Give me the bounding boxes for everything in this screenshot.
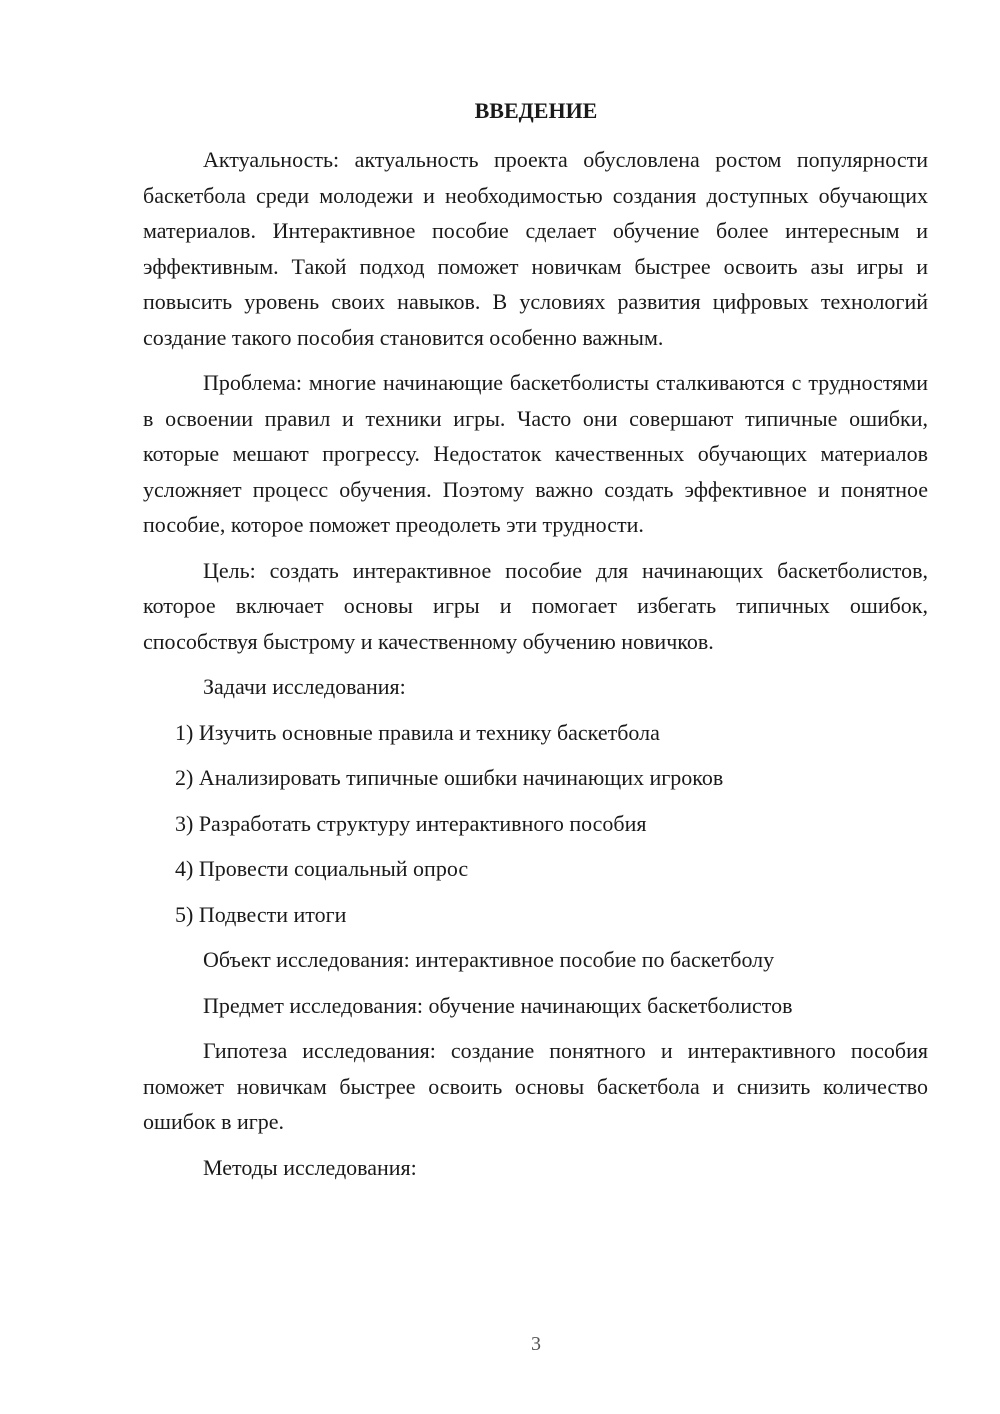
paragraph-problem: Проблема: многие начинающие баскетболисты сталкиваются с трудностями в освоении правил и техники игры. Часто они совершают типичные ошибки, которые мешают прогрессу. Недостаток качественных обучающих материалов усложняет процесс обучения. Поэтому важно создать эффективное и понятное пособие, которое поможет преодолеть эти трудности. bbox=[143, 370, 928, 537]
paragraph-hypothesis: Гипотеза исследования: создание понятного и интерактивного пособия поможет новичкам быстрее освоить основы баскетбола и снизить количество ошибок в игре. bbox=[143, 1038, 928, 1134]
page-number: 3 bbox=[531, 1333, 541, 1355]
paragraph-tasks-title: Задачи исследования: bbox=[203, 674, 406, 699]
list-item: 1) Изучить основные правила и технику баскетбола bbox=[175, 719, 660, 745]
list-item: 5) Подвести итоги bbox=[175, 901, 347, 927]
paragraph-subject: Предмет исследования: обучение начинающих баскетболистов bbox=[203, 992, 793, 1018]
tasks-list bbox=[143, 715, 928, 933]
paragraph-relevance: Актуальность: актуальность проекта обусловлена ростом популярности баскетбола среди молодежи и необходимостью создания доступных обучающих материалов. Интерактивное пособие сделает обучение более интересным и эффективным. Такой подход поможет новичкам быстрее освоить азы игры и повысить уровень своих навыков. В условиях развития цифровых технологий создание такого пособия становится особенно важным. bbox=[143, 147, 928, 350]
document-body bbox=[143, 142, 928, 1195]
list-item: 2) Анализировать типичные ошибки начинающих игроков bbox=[175, 765, 724, 790]
page-title: ВВЕДЕНИЕ bbox=[474, 98, 598, 123]
paragraph-object: Объект исследования: интерактивное пособие по баскетболу bbox=[203, 947, 775, 972]
paragraph-goal: Цель: создать интерактивное пособие для начинающих баскетболистов, которое включает основы игры и помогает избегать типичных ошибок, способствуя быстрому и качественному обучению новичков. bbox=[143, 557, 928, 654]
list-item: 4) Провести социальный опрос bbox=[175, 856, 469, 881]
paragraph-methods-title: Методы исследования: bbox=[203, 1154, 417, 1180]
list-item: 3) Разработать структуру интерактивного пособия bbox=[175, 810, 647, 836]
